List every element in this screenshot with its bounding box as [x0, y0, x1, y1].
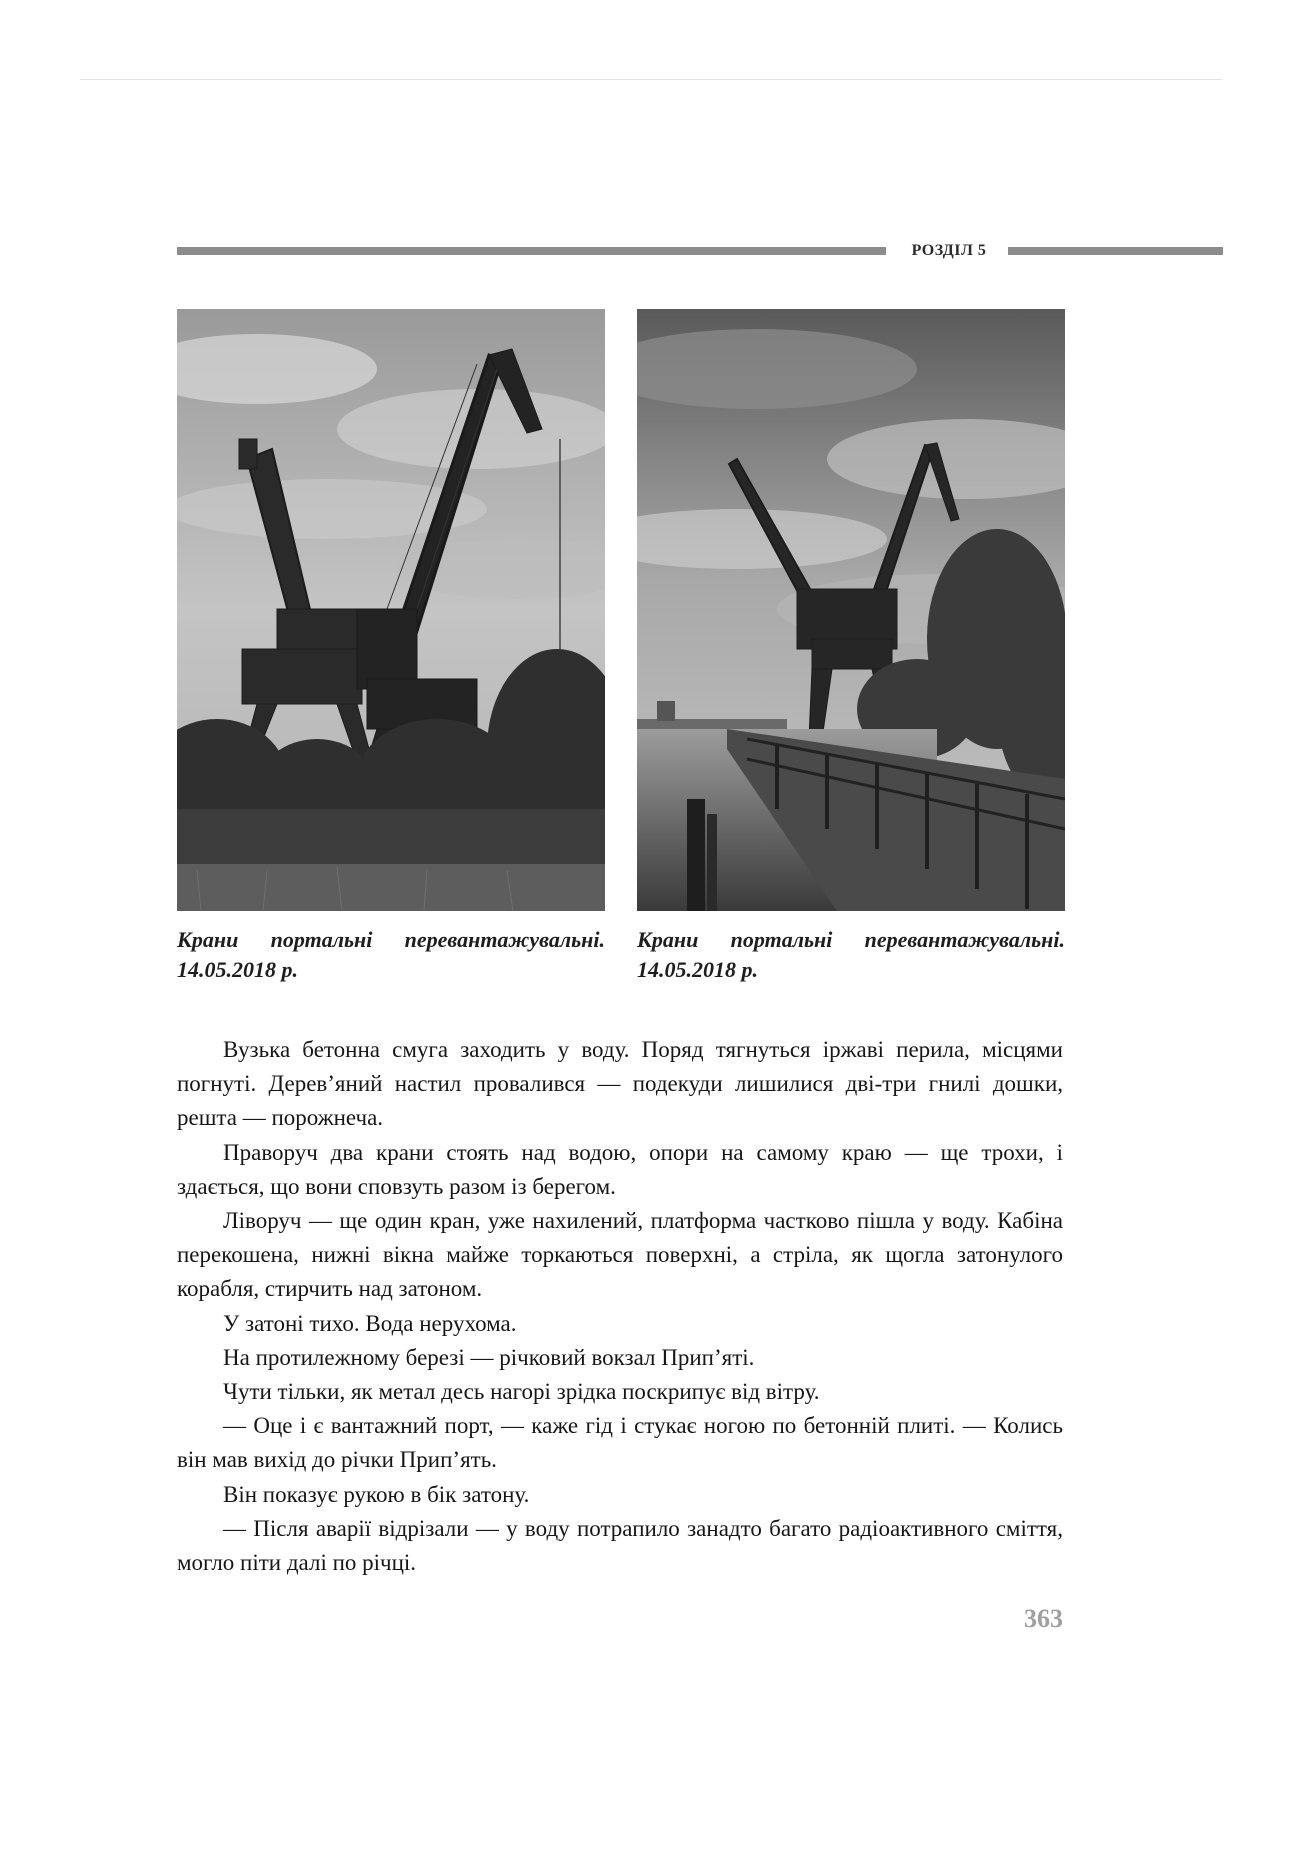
paragraph: — Оце і є вантажний порт, — каже гід і стукає ногою по бетонній плиті. — Колись він мав вихід до річки Прип’ять. [177, 1413, 1063, 1473]
paragraph: У затоні тихо. Вода нерухома. [223, 1310, 517, 1336]
figure-caption-2: Крани портальні перевантажувальні. 14.05.2018 р. [637, 927, 1065, 982]
photo-cranes-trees [177, 309, 605, 911]
page-number: 363 [1024, 1604, 1063, 1633]
header-rule-left [177, 247, 886, 255]
paragraph: На протилежному березі — річковий вокзал Прип’яті. [223, 1344, 755, 1370]
top-rule [80, 79, 1222, 80]
paragraph: Вузька бетонна смуга заходить у воду. Поряд тягнуться іржаві перила, місцями погнуті. Дерев’яний настил провалився — подекуди лишилися дві-три гнилі дошки, решта — порожнеча. [177, 1037, 1063, 1131]
photo-cranes-pier [637, 309, 1065, 911]
paragraph: Чути тільки, як метал десь нагорі зрідка поскрипує від вітру. [223, 1379, 820, 1405]
paragraph: Праворуч два крани стоять над водою, опори на самому краю — ще трохи, і здається, що вони сповзуть разом із берегом. [177, 1139, 1063, 1199]
paragraph: — Після аварії відрізали — у воду потрапило занадто багато радіоактивного сміття, могло піти далі по річці. [177, 1515, 1063, 1576]
paragraph: Ліворуч — ще один кран, уже нахилений, платформа частково пішла у воду. Кабіна перекошена, нижні вікна майже торкаються поверхні, а стріла, як щогла затонулого корабля, стирчить над затоном. [177, 1208, 1063, 1302]
body-text [177, 1033, 1063, 1580]
figure-caption-1: Крани портальні перевантажувальні. 14.05.2018 р. [177, 927, 605, 982]
header-rule-right [1008, 247, 1223, 255]
paragraph: Він показує рукою в бік затону. [223, 1481, 530, 1507]
chapter-header [177, 240, 1223, 262]
chapter-label: РОЗДІЛ 5 [911, 242, 987, 259]
